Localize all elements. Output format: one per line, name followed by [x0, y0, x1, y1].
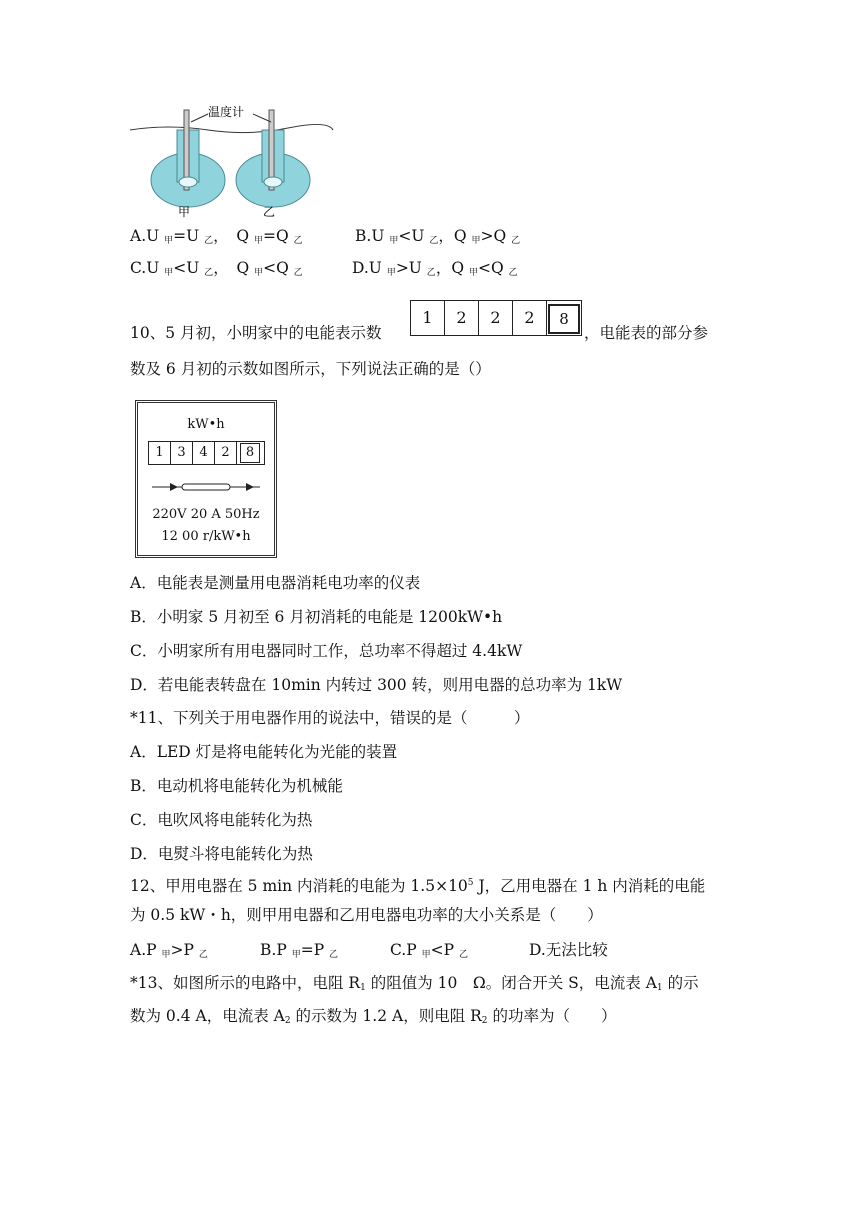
q10-option-a: A．电能表是测量用电器消耗电功率的仪表 [130, 574, 421, 592]
q10-option-c: C．小明家所有用电器同时工作，总功率不得超过 4.4kW [130, 642, 523, 660]
meter-digit-decimal: 8 [240, 443, 260, 463]
thermometer-label: 温度计 [208, 105, 245, 119]
q9-option-d: D.U $_甲$>U $_乙$，Q $_甲$<Q $_乙$ [352, 259, 518, 278]
q12-option-c: C.P $_甲$<P $_乙$ [390, 941, 468, 960]
meter-specs: 220V 20 A 50Hz [152, 507, 260, 522]
meter-unit: kW•h [187, 417, 225, 432]
q12-option-a: A.P $_甲$>P $_乙$ [130, 941, 208, 960]
may-digit: 2 [513, 301, 547, 335]
q12-stem-line1: 12、甲用电器在 5 min 内消耗的电能为 $1.5\times 10^5$ J，乙用电器在 1 h 内消耗的电能 [130, 877, 706, 895]
meter-digit: 1 [149, 442, 171, 464]
meter-digit: 2 [215, 442, 237, 464]
flasks-figure [128, 100, 338, 218]
q10-option-b: B．小明家 5 月初至 6 月初消耗的电能是 1200kW•h [130, 608, 503, 626]
q11-stem: *11、下列关于用电器作用的说法中，错误的是（ ） [130, 709, 530, 727]
meter-digit: 3 [171, 442, 193, 464]
q13-stem-line1: *13、如图所示的电路中，电阻 $R_1$ 的阻值为 10 Ω。闭合开关 S，电流表 $A_1$ 的示 [130, 974, 699, 993]
q10-stem-line1-pre: 10、5 月初，小明家中的电能表示数 [130, 324, 382, 342]
q12-option-d: D.无法比较 [529, 941, 608, 959]
meter-rev: 12 00 r/kW•h [161, 529, 251, 544]
left-flask-label: 甲 [178, 205, 191, 218]
q9-option-a: A.U $_甲$=U $_乙$， Q $_甲$=Q $_乙$ [130, 227, 303, 246]
q9-option-c: C.U $_甲$<U $_乙$， Q $_甲$<Q $_乙$ [130, 259, 303, 278]
may-digit: 2 [445, 301, 479, 335]
may-digit-decimal: 8 [548, 304, 580, 334]
meter-digit: 4 [193, 442, 215, 464]
q12-option-b: B.P $_甲$=P $_乙$ [260, 941, 339, 960]
energy-meter [135, 400, 277, 558]
q10-stem-line2: 数及 6 月初的示数如图所示，下列说法正确的是（） [130, 360, 491, 378]
q13-stem-line2: 数为 0.4 A，电流表 $A_2$ 的示数为 1.2 A，则电阻 $R_2$ 的功率为（ ） [130, 1007, 617, 1026]
q12-stem-line2: 为 0.5 kW・h，则甲用电器和乙用电器电功率的大小关系是（ ） [130, 906, 603, 924]
q11-option-a: A．LED 灯是将电能转化为光能的装置 [130, 743, 398, 761]
left-flask-icon [151, 110, 225, 207]
q11-option-c: C．电吹风将电能转化为热 [130, 811, 313, 829]
q9-option-b: B.U $_甲$<U $_乙$，Q $_甲$>Q $_乙$ [355, 227, 521, 246]
may-digit: 1 [411, 301, 445, 335]
q11-option-b: B．电动机将电能转化为机械能 [130, 777, 343, 795]
right-flask-icon [236, 110, 310, 207]
meter-disc-icon [152, 481, 260, 493]
may-meter-reading [410, 300, 582, 336]
q10-option-d: D．若电能表转盘在 10min 内转过 300 转，则用电器的总功率为 1kW [130, 676, 623, 694]
q11-option-d: D．电熨斗将电能转化为热 [130, 845, 313, 863]
may-digit: 2 [479, 301, 513, 335]
q10-stem-line1-post: ，电能表的部分参 [584, 324, 709, 342]
right-flask-label: 乙 [263, 205, 276, 218]
